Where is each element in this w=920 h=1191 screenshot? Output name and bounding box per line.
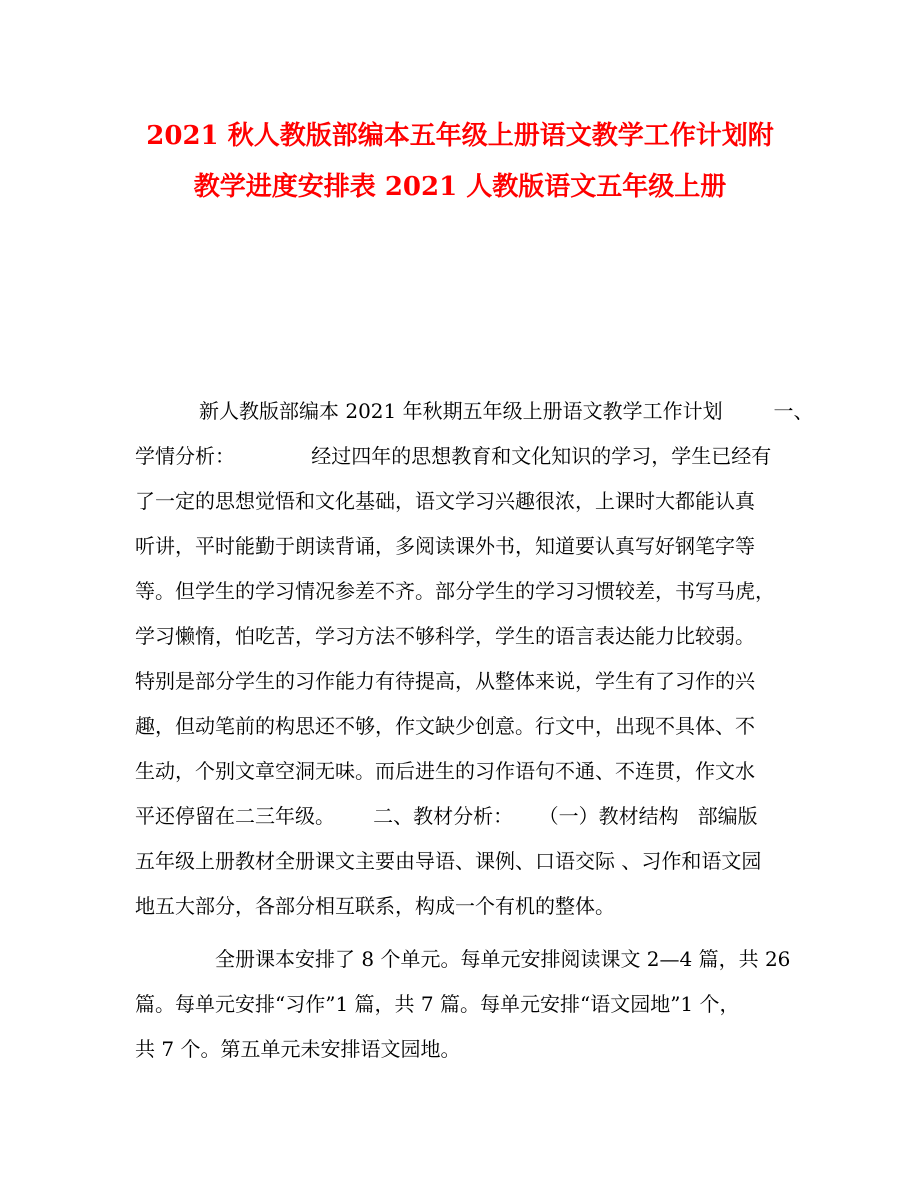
body-line: 趣，但动笔前的构思还不够，作文缺少创意。行文中，出现不具体、不: [135, 714, 755, 738]
body-line: 地五大部分，各部分相互联系，构成一个有机的整体。: [135, 894, 615, 918]
body-line: 篇。每单元安排“习作”1 篇，共 7 篇。每单元安排“语文园地”1 个，: [135, 992, 740, 1016]
body-line: 听讲，平时能勤于朗读背诵，多阅读课外书，知道要认真写好钢笔字等: [135, 534, 755, 558]
body-line: 全册课本安排了 8 个单元。每单元安排阅读课文 2—4 篇，共 26: [215, 947, 791, 971]
body-line: 了一定的思想觉悟和文化基础，语文学习兴趣很浓，上课时大都能认真: [135, 489, 755, 513]
body-line: 生动，个别文章空洞无味。而后进生的习作语句不通、不连贯，作文水: [135, 759, 755, 783]
body-line: 学情分析： 经过四年的思想教育和文化知识的学习，学生已经有: [135, 444, 772, 468]
body-line: 平还停留在二三年级。 二、教材分析： （一）教材结构 部编版: [135, 804, 758, 828]
body-line: 五年级上册教材全册课文主要由导语、课例、口语交际 、习作和语文园: [135, 849, 762, 873]
body-line: 等。但学生的学习情况参差不齐。部分学生的学习习惯较差，书写马虎，: [135, 579, 775, 603]
body-line: 新人教版部编本 2021 年秋期五年级上册语文教学工作计划 一、: [199, 399, 814, 423]
document-title-line-2: 教学进度安排表 2021 人教版语文五年级上册: [193, 172, 727, 202]
body-line: 共 7 个。第五单元未安排语文园地。: [135, 1037, 461, 1061]
body-line: 特别是部分学生的习作能力有待提高，从整体来说，学生有了习作的兴: [135, 669, 755, 693]
document-title-line-1: 2021 秋人教版部编本五年级上册语文教学工作计划附: [146, 121, 774, 151]
body-line: 学习懒惰，怕吃苦，学习方法不够科学，学生的语言表达能力比较弱。: [135, 624, 755, 648]
